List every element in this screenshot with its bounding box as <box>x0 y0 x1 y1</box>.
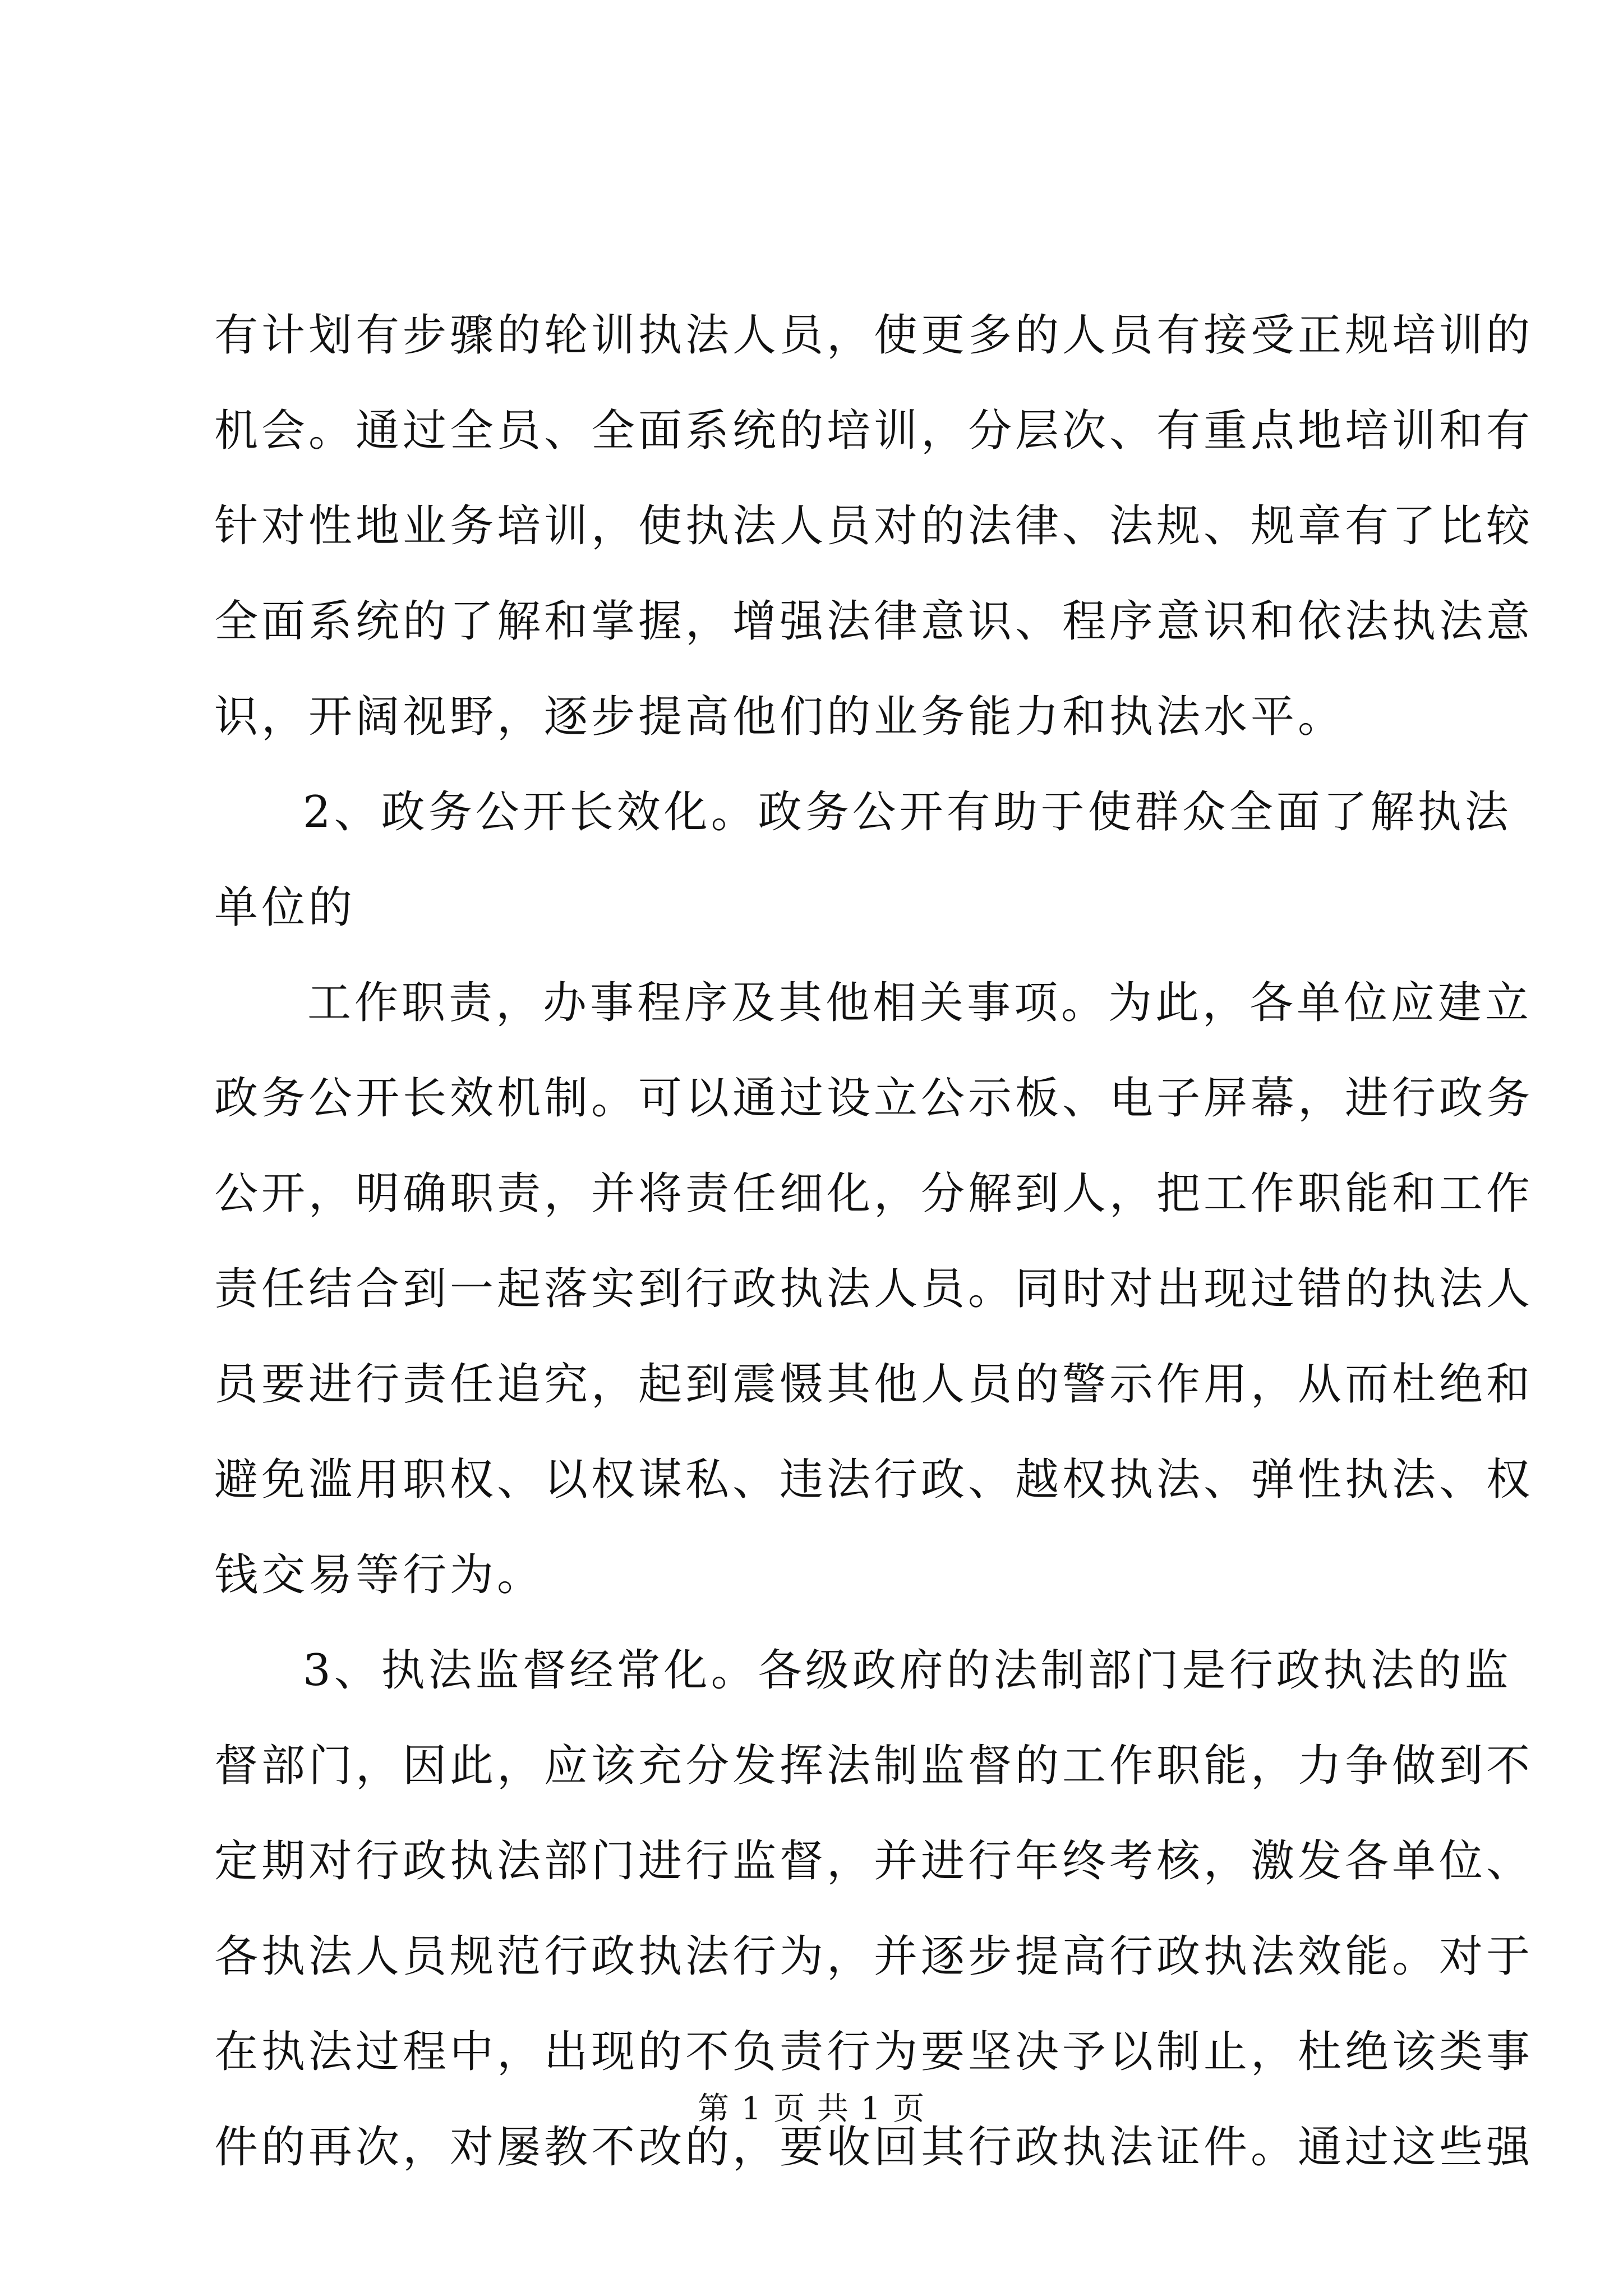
page-footer: 第 1 页 共 1 页 <box>697 2091 926 2127</box>
paragraph-start-line: 3、执法监督经常化。各级政府的法制部门是行政执法的监 <box>303 1645 1512 1696</box>
text-line: 员要进行责任追究，起到震慑其他人员的警示作用，从而杜绝和 <box>214 1359 1534 1410</box>
text-line: 在执法过程中，出现的不负责行为要坚决予以制止，杜绝该类事 <box>214 2027 1534 2077</box>
text-line: 避免滥用职权、以权谋私、违法行政、越权执法、弹性执法、权 <box>214 1455 1534 1505</box>
text-line: 公开，明确职责，并将责任细化，分解到人，把工作职能和工作 <box>214 1168 1534 1219</box>
text-line: 机会。通过全员、全面系统的培训，分层次、有重点地培训和有 <box>214 406 1534 456</box>
text-line: 针对性地业务培训，使执法人员对的法律、法规、规章有了比较 <box>214 501 1534 551</box>
text-line: 识，开阔视野，逐步提高他们的业务能力和执法水平。 <box>214 692 1345 742</box>
paragraph-start-line: 2、政务公开长效化。政务公开有助于使群众全面了解执法 <box>303 787 1512 838</box>
paragraph-start-line: 工作职责，办事程序及其他相关事项。为此，各单位应建立 <box>307 978 1533 1028</box>
text-line: 定期对行政执法部门进行监督，并进行年终考核，激发各单位、 <box>214 1836 1534 1887</box>
text-line: 件的再次，对屡教不改的，要收回其行政执法证件。通过这些强 <box>214 2122 1534 2173</box>
text-line: 单位的 <box>214 882 356 933</box>
text-line: 政务公开长效机制。可以通过设立公示板、电子屏幕，进行政务 <box>214 1073 1534 1124</box>
text-line: 各执法人员规范行政执法行为，并逐步提高行政执法效能。对于 <box>214 1931 1534 1982</box>
text-line: 责任结合到一起落实到行政执法人员。同时对出现过错的执法人 <box>214 1264 1534 1314</box>
text-line: 全面系统的了解和掌握，增强法律意识、程序意识和依法执法意 <box>214 596 1534 647</box>
text-line: 督部门，因此，应该充分发挥法制监督的工作职能，力争做到不 <box>214 1741 1534 1791</box>
text-line: 钱交易等行为。 <box>214 1550 545 1600</box>
text-line: 有计划有步骤的轮训执法人员，使更多的人员有接受正规培训的 <box>214 310 1534 361</box>
